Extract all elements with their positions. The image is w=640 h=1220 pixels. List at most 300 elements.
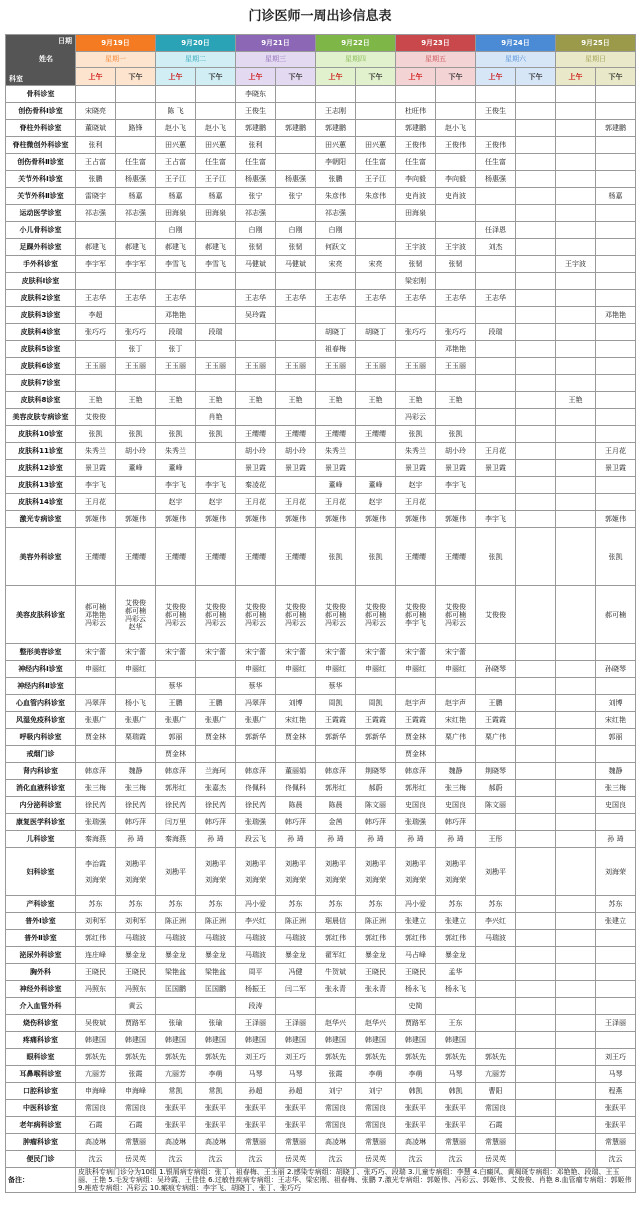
doctor-cell: 沈云: [436, 1151, 476, 1168]
doctor-cell: [556, 586, 596, 644]
doctor-cell: 孙 琦: [356, 831, 396, 848]
doctor-cell: 常慧丽: [356, 1134, 396, 1151]
doctor-cell: 刘勘平 刘海荣: [196, 848, 236, 896]
table-row: [6, 1100, 636, 1117]
date-header: 9月22日: [316, 35, 396, 52]
doctor-cell: 王晓民: [76, 964, 116, 981]
doctor-cell: [556, 678, 596, 695]
doctor-cell: 徐民芮: [196, 797, 236, 814]
doctor-cell: [436, 307, 476, 324]
doctor-cell: 郭姬伟: [236, 511, 276, 528]
dept-name: 美容外科诊室: [6, 528, 76, 586]
doctor-cell: 高凌琳: [196, 1134, 236, 1151]
doctor-cell: 刘勘平 刘海荣: [436, 848, 476, 896]
doctor-cell: 艾俊俊 郝可楠 冯彩云: [356, 586, 396, 644]
dept-name: 呼吸内科诊室: [6, 729, 76, 746]
table-row: [6, 763, 636, 780]
weekday-header: 星期六: [476, 51, 556, 68]
doctor-cell: 肖艳: [196, 409, 236, 426]
doctor-cell: [596, 426, 636, 443]
doctor-cell: 王玉丽: [156, 358, 196, 375]
doctor-cell: 岳灵英: [116, 1151, 156, 1168]
doctor-cell: 常慧丽: [476, 1134, 516, 1151]
doctor-cell: 王缨缨: [276, 528, 316, 586]
table-row: [6, 1066, 636, 1083]
dept-name: 皮肤科8诊室: [6, 392, 76, 409]
doctor-cell: 李萌: [356, 1066, 396, 1083]
doctor-cell: 雷晓宇: [76, 188, 116, 205]
doctor-cell: 郝可楠 邓艳艳 冯彩云: [76, 586, 116, 644]
doctor-cell: 任生富: [236, 154, 276, 171]
doctor-cell: [356, 205, 396, 222]
doctor-cell: [556, 103, 596, 120]
table-row: [6, 358, 636, 375]
doctor-cell: 魏静: [596, 763, 636, 780]
doctor-cell: 常凯: [156, 1083, 196, 1100]
doctor-cell: 张瑞强: [236, 814, 276, 831]
doctor-cell: [236, 324, 276, 341]
doctor-cell: 张跃平: [196, 1117, 236, 1134]
doctor-cell: 沈云: [236, 1151, 276, 1168]
doctor-cell: [596, 205, 636, 222]
doctor-cell: [276, 746, 316, 763]
doctor-cell: [516, 511, 556, 528]
doctor-cell: 李宇飞: [436, 477, 476, 494]
doctor-cell: 艾俊俊 郝可楠 冯彩云: [316, 586, 356, 644]
doctor-cell: 刘勘平 刘海荣: [276, 848, 316, 896]
doctor-cell: 赵宇: [196, 494, 236, 511]
doctor-cell: [76, 341, 116, 358]
doctor-cell: 申丽红: [396, 661, 436, 678]
doctor-cell: 张跃平: [276, 1100, 316, 1117]
doctor-cell: [516, 409, 556, 426]
doctor-cell: 周凯: [316, 695, 356, 712]
doctor-cell: 闫二军: [276, 981, 316, 998]
doctor-cell: [556, 964, 596, 981]
doctor-cell: 孙晓琴: [476, 661, 516, 678]
doctor-cell: 王缨缨: [236, 426, 276, 443]
doctor-cell: 李宇飞: [156, 477, 196, 494]
doctor-cell: 韩彦萍: [236, 763, 276, 780]
dept-name: 创伤骨科Ⅰ诊室: [6, 103, 76, 120]
doctor-cell: 郭丽: [156, 729, 196, 746]
doctor-cell: 董丽娟: [276, 763, 316, 780]
doctor-cell: [516, 712, 556, 729]
doctor-cell: 陈晨: [316, 797, 356, 814]
doctor-cell: 景卫霞: [436, 460, 476, 477]
doctor-cell: 王俊伟: [436, 137, 476, 154]
dept-name: 关节外科Ⅰ诊室: [6, 171, 76, 188]
doctor-cell: [276, 154, 316, 171]
doctor-cell: [516, 780, 556, 797]
doctor-cell: [556, 797, 596, 814]
doctor-cell: 王志华: [316, 290, 356, 307]
doctor-cell: [76, 375, 116, 392]
doctor-cell: 杨嘉: [596, 188, 636, 205]
doctor-cell: [276, 273, 316, 290]
doctor-cell: 秦海燕: [76, 831, 116, 848]
am-header: 上午: [76, 68, 116, 86]
doctor-cell: 王玉丽: [116, 358, 156, 375]
doctor-cell: 李萌: [196, 1066, 236, 1083]
table-row: [6, 644, 636, 661]
doctor-cell: [516, 661, 556, 678]
doctor-cell: 王缨缨: [276, 426, 316, 443]
doctor-cell: 苏东: [436, 896, 476, 913]
doctor-cell: [596, 814, 636, 831]
doctor-cell: [76, 746, 116, 763]
doctor-cell: 黄云: [116, 998, 156, 1015]
doctor-cell: [396, 678, 436, 695]
doctor-cell: [476, 1015, 516, 1032]
doctor-cell: 艾俊俊: [476, 586, 516, 644]
doctor-cell: [276, 86, 316, 103]
doctor-cell: [116, 409, 156, 426]
doctor-cell: 王月花: [396, 494, 436, 511]
doctor-cell: 张瑞强: [76, 814, 116, 831]
doctor-cell: [556, 1117, 596, 1134]
doctor-cell: 宋宁蕾: [156, 644, 196, 661]
doctor-cell: [516, 256, 556, 273]
doctor-cell: 王缨缨: [196, 528, 236, 586]
doctor-cell: [556, 409, 596, 426]
doctor-cell: 张跃平: [236, 1100, 276, 1117]
table-row: [6, 930, 636, 947]
doctor-cell: [436, 103, 476, 120]
dept-name: 肿瘤科诊室: [6, 1134, 76, 1151]
doctor-cell: 梁艳盆: [156, 964, 196, 981]
doctor-cell: [76, 678, 116, 695]
doctor-cell: 栗瑞霞: [116, 729, 156, 746]
doctor-cell: 陈正洲: [276, 913, 316, 930]
doctor-cell: 苏东: [596, 896, 636, 913]
doctor-cell: 王缨缨: [356, 426, 396, 443]
doctor-cell: 马琴: [436, 1066, 476, 1083]
doctor-cell: 王玉丽: [436, 358, 476, 375]
doctor-cell: 张三梅: [436, 780, 476, 797]
table-row: [6, 188, 636, 205]
doctor-cell: 常国良: [356, 1117, 396, 1134]
doctor-cell: 王志华: [156, 290, 196, 307]
table-row: [6, 426, 636, 443]
doctor-cell: 李超: [76, 307, 116, 324]
doctor-cell: [516, 896, 556, 913]
dept-name: 普外Ⅱ诊室: [6, 930, 76, 947]
doctor-cell: 王子江: [196, 171, 236, 188]
doctor-cell: 李雪飞: [196, 256, 236, 273]
doctor-cell: 张惠广: [196, 712, 236, 729]
doctor-cell: [596, 644, 636, 661]
doctor-cell: 景卫霞: [316, 460, 356, 477]
table-row: [6, 964, 636, 981]
doctor-cell: 任生富: [116, 154, 156, 171]
doctor-cell: 王占富: [156, 154, 196, 171]
doctor-cell: 梁宏刚: [396, 273, 436, 290]
doctor-cell: [316, 86, 356, 103]
doctor-cell: 马琴: [276, 1066, 316, 1083]
pm-header: 下午: [596, 68, 636, 86]
doctor-cell: 赵华兴: [316, 1015, 356, 1032]
pm-header: 下午: [116, 68, 156, 86]
doctor-cell: 王艳: [316, 392, 356, 409]
doctor-cell: 郭新华: [356, 729, 396, 746]
doctor-cell: 张凯: [156, 426, 196, 443]
doctor-cell: [556, 746, 596, 763]
doctor-cell: [76, 222, 116, 239]
doctor-cell: 马瑞波: [236, 947, 276, 964]
doctor-cell: 张跃平: [436, 1117, 476, 1134]
doctor-cell: 赵宇声: [436, 695, 476, 712]
doctor-cell: 张凯: [316, 528, 356, 586]
doctor-cell: 杨惠强: [276, 171, 316, 188]
doctor-cell: 白刚: [316, 222, 356, 239]
table-row: [6, 661, 636, 678]
doctor-cell: 张丁: [116, 341, 156, 358]
weekday-header: 星期日: [556, 51, 636, 68]
doctor-cell: 王泽丽: [276, 1015, 316, 1032]
doctor-cell: [556, 341, 596, 358]
doctor-cell: [556, 154, 596, 171]
doctor-cell: 常国良: [116, 1100, 156, 1117]
doctor-cell: [76, 273, 116, 290]
doctor-cell: 王月花: [596, 443, 636, 460]
doctor-cell: 韩建国: [196, 1032, 236, 1049]
doctor-cell: 暴金龙: [116, 947, 156, 964]
doctor-cell: 王缨缨: [436, 528, 476, 586]
doctor-cell: 张跃平: [156, 1117, 196, 1134]
doctor-cell: [196, 678, 236, 695]
doctor-cell: 张跃平: [596, 1100, 636, 1117]
doctor-cell: [476, 256, 516, 273]
doctor-cell: 刘博: [276, 695, 316, 712]
doctor-cell: 郭建鹏: [396, 120, 436, 137]
notes-label: 备注：: [6, 1168, 76, 1193]
doctor-cell: [396, 86, 436, 103]
doctor-cell: [516, 964, 556, 981]
doctor-cell: 田海泉: [196, 205, 236, 222]
doctor-cell: 宋亮: [356, 256, 396, 273]
doctor-cell: 马健斌: [276, 256, 316, 273]
doctor-cell: [516, 1049, 556, 1066]
doctor-cell: [196, 375, 236, 392]
doctor-cell: 王艳: [76, 392, 116, 409]
doctor-cell: 蔡华: [316, 678, 356, 695]
doctor-cell: [396, 307, 436, 324]
doctor-cell: 郭红伟: [76, 930, 116, 947]
doctor-cell: 张鹏: [76, 171, 116, 188]
doctor-cell: 张跃平: [156, 1100, 196, 1117]
doctor-cell: 李宇飞: [476, 511, 516, 528]
doctor-cell: [556, 831, 596, 848]
doctor-cell: 朱秀兰: [76, 443, 116, 460]
doctor-cell: [516, 171, 556, 188]
doctor-cell: 王志华: [116, 290, 156, 307]
doctor-cell: 兰海珂: [196, 763, 236, 780]
doctor-cell: [556, 477, 596, 494]
page-title: 门诊医师一周出诊信息表: [248, 9, 392, 24]
doctor-cell: 常慧丽: [596, 1134, 636, 1151]
doctor-cell: 高凌琳: [316, 1134, 356, 1151]
doctor-cell: [516, 86, 556, 103]
doctor-cell: [476, 494, 516, 511]
doctor-cell: 石霞: [76, 1117, 116, 1134]
dept-name: 皮肤科6诊室: [6, 358, 76, 375]
dept-name: 老年病科诊室: [6, 1117, 76, 1134]
pm-header: 下午: [196, 68, 236, 86]
doctor-cell: [516, 678, 556, 695]
doctor-cell: 琚晨信: [316, 913, 356, 930]
doctor-cell: [556, 528, 596, 586]
doctor-cell: [116, 477, 156, 494]
doctor-cell: 李晓东: [236, 86, 276, 103]
doctor-cell: 史肖波: [436, 188, 476, 205]
doctor-cell: [316, 998, 356, 1015]
doctor-cell: 荆晓琴: [476, 763, 516, 780]
doctor-cell: 王缨缨: [156, 528, 196, 586]
doctor-cell: [556, 358, 596, 375]
doctor-cell: [556, 324, 596, 341]
doctor-cell: [516, 763, 556, 780]
table-row: [6, 780, 636, 797]
doctor-cell: [516, 443, 556, 460]
doctor-cell: 宋宁蕾: [316, 644, 356, 661]
doctor-cell: [516, 797, 556, 814]
doctor-cell: 韩巧萍: [116, 814, 156, 831]
doctor-cell: 暴金龙: [436, 947, 476, 964]
doctor-cell: [396, 222, 436, 239]
doctor-cell: 刘勘平: [156, 848, 196, 896]
doctor-cell: 刘宁: [356, 1083, 396, 1100]
doctor-cell: [556, 494, 596, 511]
doctor-cell: [556, 1015, 596, 1032]
doctor-cell: 刘勘平 刘海荣: [236, 848, 276, 896]
doctor-cell: 王鹏: [156, 695, 196, 712]
doctor-cell: [356, 443, 396, 460]
doctor-cell: [596, 154, 636, 171]
am-header: 上午: [316, 68, 356, 86]
doctor-cell: 高凌琳: [156, 1134, 196, 1151]
doctor-cell: 王俊生: [236, 103, 276, 120]
doctor-cell: 王霞霞: [476, 712, 516, 729]
dept-name: 肾内科诊室: [6, 763, 76, 780]
doctor-cell: 王玉丽: [316, 358, 356, 375]
doctor-cell: 宋宁蕾: [236, 644, 276, 661]
doctor-cell: [516, 477, 556, 494]
doctor-cell: 申海峰: [76, 1083, 116, 1100]
doctor-cell: 徐民芮: [116, 797, 156, 814]
doctor-cell: 栗广伟: [476, 729, 516, 746]
table-row: [6, 1049, 636, 1066]
doctor-cell: 王子江: [156, 171, 196, 188]
doctor-cell: [596, 930, 636, 947]
doctor-cell: 暴金龙: [356, 947, 396, 964]
doctor-cell: 王艳: [276, 392, 316, 409]
am-header: 上午: [156, 68, 196, 86]
doctor-cell: 张丁: [156, 341, 196, 358]
doctor-cell: [156, 375, 196, 392]
doctor-cell: 韩凯: [436, 1083, 476, 1100]
doctor-cell: [596, 746, 636, 763]
doctor-cell: [516, 205, 556, 222]
doctor-cell: 白刚: [156, 222, 196, 239]
doctor-cell: 李兴红: [476, 913, 516, 930]
dept-name: 康复医学科诊室: [6, 814, 76, 831]
doctor-cell: [596, 409, 636, 426]
doctor-cell: [356, 341, 396, 358]
doctor-cell: 郭彤红: [156, 780, 196, 797]
doctor-cell: 韩彦萍: [76, 763, 116, 780]
doctor-cell: [316, 375, 356, 392]
doctor-cell: 王晓民: [116, 964, 156, 981]
doctor-cell: [516, 375, 556, 392]
date-header: 9月20日: [156, 35, 236, 52]
doctor-cell: 王志刚: [316, 103, 356, 120]
table-row: [6, 981, 636, 998]
doctor-cell: [596, 256, 636, 273]
doctor-cell: 张韧: [276, 239, 316, 256]
doctor-cell: [516, 392, 556, 409]
doctor-cell: 王玉丽: [396, 358, 436, 375]
doctor-cell: [156, 409, 196, 426]
doctor-cell: 杨振王: [236, 981, 276, 998]
table-row: [6, 1083, 636, 1100]
doctor-cell: 张嘉杰: [196, 780, 236, 797]
doctor-cell: 李萌: [396, 1066, 436, 1083]
doctor-cell: 苏东: [316, 896, 356, 913]
doctor-cell: 申海峰: [116, 1083, 156, 1100]
doctor-cell: 王艳: [116, 392, 156, 409]
doctor-cell: [556, 86, 596, 103]
doctor-cell: 郭新华: [316, 729, 356, 746]
weekday-header: 星期五: [396, 51, 476, 68]
dept-name: 运动医学诊室: [6, 205, 76, 222]
doctor-cell: [76, 998, 116, 1015]
doctor-cell: 赵华兴: [356, 1015, 396, 1032]
doctor-cell: 王艳: [436, 392, 476, 409]
doctor-cell: [516, 273, 556, 290]
doctor-cell: 李朝阳: [316, 154, 356, 171]
doctor-cell: [116, 222, 156, 239]
doctor-cell: 王晓民: [356, 964, 396, 981]
doctor-cell: 岳灵英: [476, 1151, 516, 1168]
doctor-cell: 郭红伟: [396, 930, 436, 947]
doctor-cell: [276, 409, 316, 426]
doctor-cell: [196, 341, 236, 358]
doctor-cell: [556, 171, 596, 188]
doctor-cell: [436, 494, 476, 511]
doctor-cell: 郭妖先: [396, 1049, 436, 1066]
doctor-cell: [276, 205, 316, 222]
doctor-cell: 宋晓亮: [76, 103, 116, 120]
dept-name: 神经内科Ⅰ诊室: [6, 661, 76, 678]
doctor-cell: 石霞: [116, 1117, 156, 1134]
doctor-cell: 李宇飞: [76, 477, 116, 494]
doctor-cell: 贾路军: [116, 1015, 156, 1032]
doctor-cell: 吴玲霞: [236, 307, 276, 324]
dept-name: 皮肤科7诊室: [6, 375, 76, 392]
doctor-cell: 亢丽芳: [156, 1066, 196, 1083]
doctor-cell: 朱秀兰: [396, 443, 436, 460]
doctor-cell: 王缨缨: [116, 528, 156, 586]
doctor-cell: 赵小飞: [436, 120, 476, 137]
doctor-cell: [516, 103, 556, 120]
doctor-cell: [236, 341, 276, 358]
doctor-cell: [196, 273, 236, 290]
doctor-cell: 陈文丽: [356, 797, 396, 814]
doctor-cell: 胡晓丁: [316, 324, 356, 341]
doctor-cell: 张利: [76, 137, 116, 154]
doctor-cell: 陈晨: [276, 797, 316, 814]
